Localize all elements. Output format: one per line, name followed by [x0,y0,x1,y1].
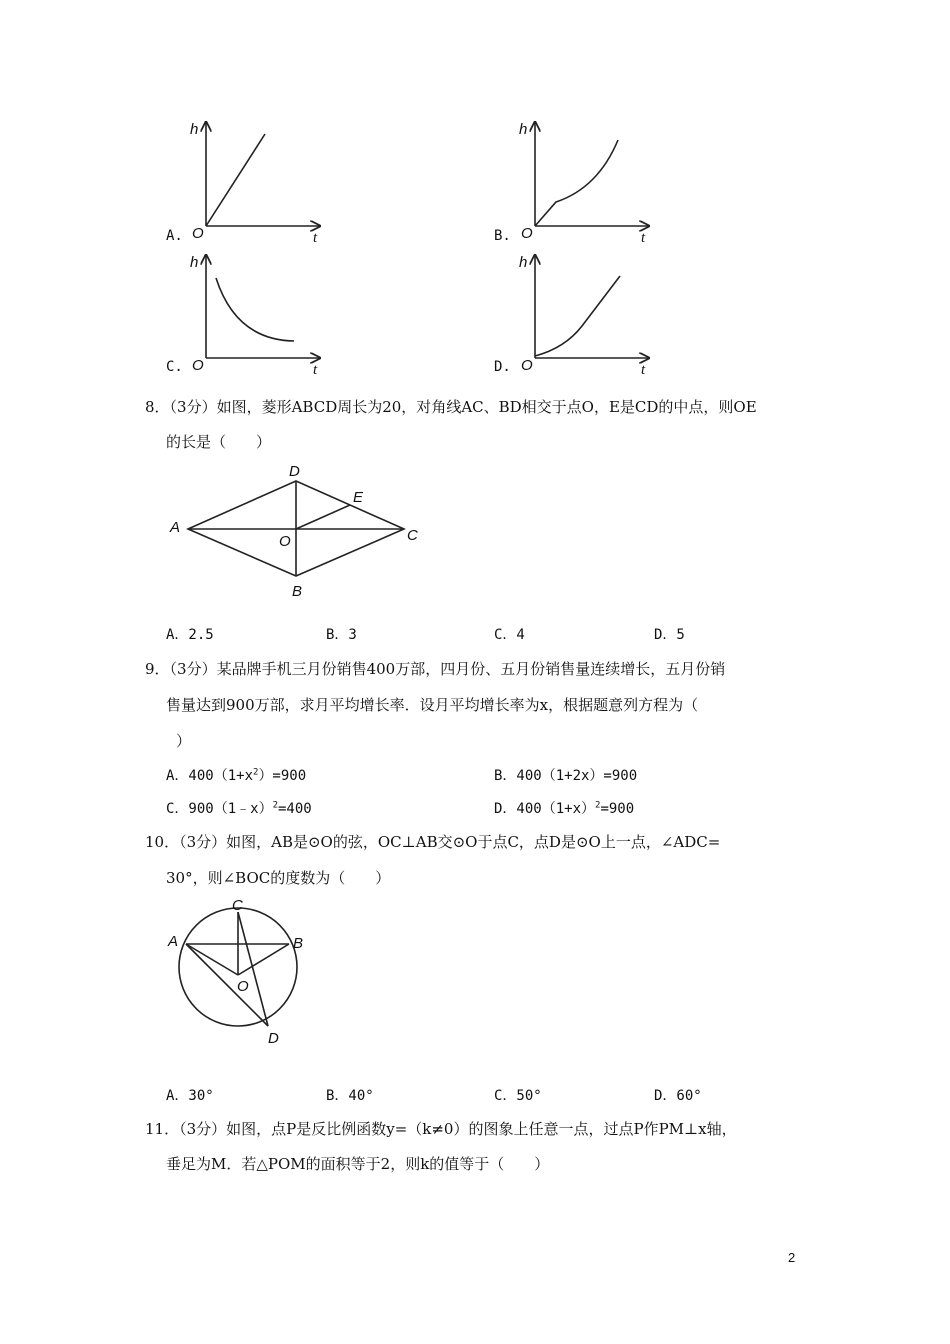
q9-stem-line2: 售量达到900万部，求月平均增长率．设月平均增长率为x，根据题意列方程为（ [166,696,699,714]
q7-option-b[interactable]: B. [494,228,511,244]
page-number: 2 [788,1250,796,1265]
q9-option-c-text: C．900（1﹣x） [166,801,273,817]
q10-option-c[interactable]: C．50° [494,1088,542,1104]
graph-c-h-label: h [190,254,199,271]
q10-option-b[interactable]: B．40° [326,1088,374,1104]
q10-option-d[interactable]: D．60° [654,1088,702,1104]
circle-label-b: B [293,935,304,952]
q9-stem-line3: ） [176,732,192,750]
q10-option-a[interactable]: A．30° [166,1088,214,1104]
q9-option-a-tail: ）=900 [258,768,307,784]
rhombus-label-c: C [407,527,418,544]
rhombus-label-o: O [279,533,291,550]
q8-option-a[interactable]: A．2.5 [166,627,214,643]
rhombus-label-b: B [292,583,303,600]
q7-option-d[interactable]: D. [494,359,511,375]
rhombus-label-a: A [170,519,181,536]
graph-c-t-label: t [313,362,318,378]
q7-option-a[interactable]: A. [166,228,183,244]
graph-d-origin: O [521,357,533,374]
circle-label-o: O [237,978,249,995]
q9-option-c-exponent: 2 [272,800,278,811]
graph-a-origin: O [192,225,204,242]
q9-option-d-text: D．400（1+x） [494,801,596,817]
q9-option-c-tail: =400 [278,801,312,817]
q10-stem-line1: 10．（3分）如图，AB是⊙O的弦，OC⊥AB交⊙O于点C，点D是⊙O上一点，∠ADC= [145,833,721,851]
graph-d-h-label: h [519,254,528,271]
q8-stem-line2: 的长是（ ） [166,433,272,451]
q9-stem-line1: 9．（3分）某品牌手机三月份销售400万部，四月份、五月份销售量连续增长，五月份销 [145,660,726,678]
graph-b-h-label: h [519,121,528,138]
rhombus-label-d: D [289,463,300,480]
q8-stem-line1: 8．（3分）如图，菱形ABCD周长为20，对角线AC、BD相交于点O，E是CD的中点，则OE [145,398,757,416]
q8-option-c[interactable]: C．4 [494,627,525,643]
circle-label-c: C [232,897,243,914]
q11-stem-line1: 11．（3分）如图，点P是反比例函数y=（k≠0）的图象上任意一点，过点P作PM⊥x轴， [145,1120,737,1138]
rhombus-label-e: E [353,489,364,506]
graph-c-origin: O [192,357,204,374]
circle-label-a: A [168,933,179,950]
graph-d-t-label: t [641,362,646,378]
q9-option-d-tail: =900 [600,801,635,817]
graph-b-origin: O [521,225,533,242]
q10-stem-line2: 30°，则∠BOC的度数为（ ） [166,869,391,887]
graph-a-t-label: t [313,230,318,246]
q8-option-d[interactable]: D．5 [654,627,685,643]
q9-option-a-exponent: 2 [253,767,259,778]
q9-option-b[interactable]: B．400（1+2x）=900 [494,768,638,784]
graph-b-t-label: t [641,230,646,246]
q9-option-d-exponent: 2 [595,800,601,811]
q9-option-a-text: A．400（1+x [166,768,254,784]
q11-stem-line2: 垂足为M．若△POM的面积等于2，则k的值等于（ ） [166,1155,550,1173]
q8-option-b[interactable]: B．3 [326,627,357,643]
q7-option-c[interactable]: C. [166,359,183,375]
circle-label-d: D [268,1030,279,1047]
graph-a-h-label: h [190,121,199,138]
